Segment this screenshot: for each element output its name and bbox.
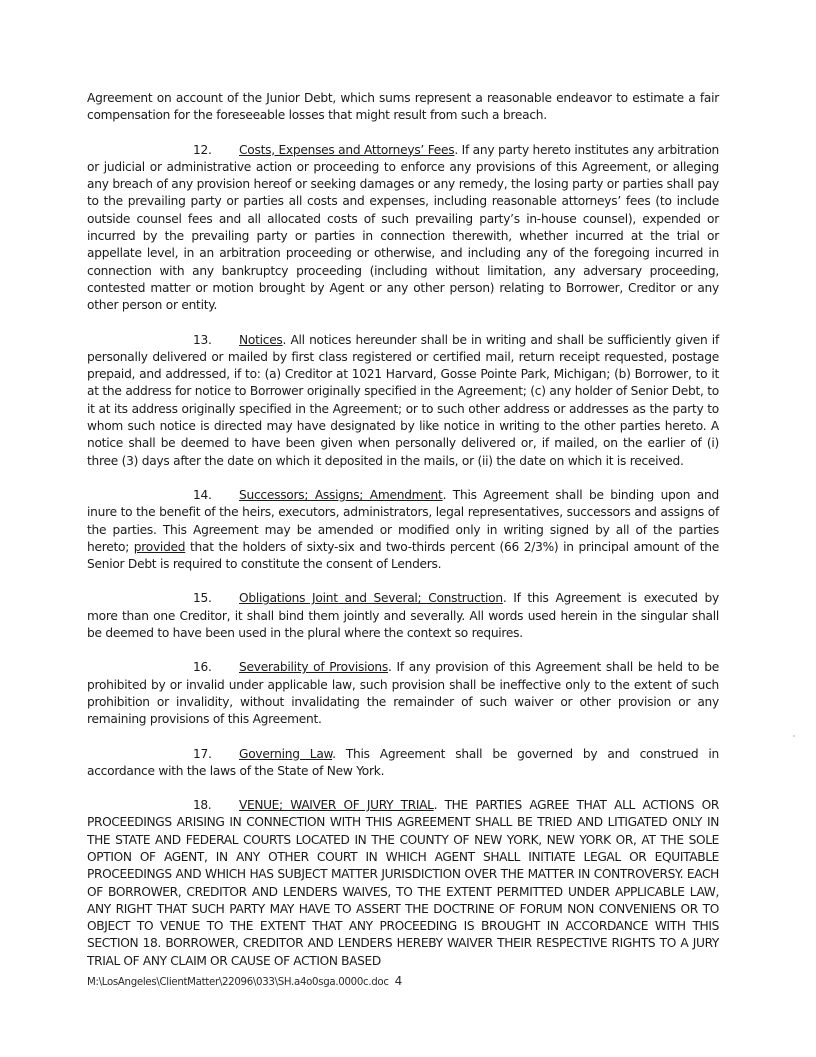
section-number: 18. [193, 798, 212, 813]
section-12 [87, 142, 719, 315]
page-footer [87, 974, 402, 988]
section-18 [87, 797, 719, 970]
section-13 [87, 332, 719, 470]
section-body: . This Agreement shall be governed by and construed in accordance with the laws of the State of New York. [87, 746, 719, 778]
provided-term: provided [133, 539, 186, 554]
scan-artifact [793, 735, 795, 737]
section-number: 16. [193, 660, 212, 675]
section-15 [87, 590, 719, 642]
section-body: . If any party hereto institutes any arbitration or judicial or administrative action or proceeding to enforce any provisions of this Agreement, or alleging any breach of any provision hereof or seeking damages or any remedy, the losing party or parties shall pay to the prevailing party or parties all costs and expenses, including reasonable attorneys’ fees (to include outside counsel fees and all allocated costs of such prevailing party’s in-house counsel), expended or incurred by the prevailing party or parties in connection therewith, whether incurred at the trial or appellate level, in an arbitration proceeding or otherwise, and including any of the foregoing incurred in connection with any bankruptcy proceeding (including without limitation, any adversary proceeding, contested matter or motion brought by Agent or any other person) relating to Borrower, Creditor or any other person or entity. [87, 142, 720, 313]
section-number: 14. [193, 487, 212, 502]
section-body-continued: that the holders of sixty-six and two-thirds percent (66 2/3%) in principal amount of the Senior Debt is required to constitute the consent of Lenders. [87, 539, 719, 572]
section-number: 12. [193, 142, 212, 157]
file-path: M:\LosAngeles\ClientMatter\22096\033\SH.a4o0sga.0000c.doc [87, 977, 389, 988]
section-body: . THE PARTIES AGREE THAT ALL ACTIONS OR PROCEEDINGS ARISING IN CONNECTION WITH THIS AGREEMENT SHALL BE TRIED AND LITIGATED ONLY IN THE STATE AND FEDERAL COURTS LOCATED IN THE COUNTY OF NEW YORK, NEW YORK OR, AT THE SOLE OPTION OF AGENT, IN ANY OTHER COURT IN WHICH AGENT SHALL INITIATE LEGAL OR EQUITABLE PROCEEDINGS AND WHICH HAS SUBJECT MATTER JURISDICTION OVER THE MATTER IN CONTROVERSY. EACH OF BORROWER, CREDITOR AND LENDERS WAIVES, TO THE EXTENT PERMITTED UNDER APPLICABLE LAW, ANY RIGHT THAT SUCH PARTY MAY HAVE TO ASSERT THE DOCTRINE OF FORUM NON CONVENIENS OR TO OBJECT TO VENUE TO THE EXTENT THAT ANY PROCEEDING IS BROUGHT IN ACCORDANCE WITH THIS SECTION 18. BORROWER, CREDITOR AND LENDERS HEREBY WAIVER THEIR RESPECTIVE RIGHTS TO A JURY TRIAL OF ANY CLAIM OR CAUSE OF ACTION BASED [87, 798, 720, 968]
section-number: 15. [193, 591, 212, 606]
section-heading: Obligations Joint and Several; Construction [239, 591, 503, 606]
section-body: . This Agreement shall be binding upon and inure to the benefit of the heirs, executors, administrators, legal representatives, successors and assigns of the parties. This Agreement may be amended or modified only in writing signed by all of the parties hereto; [87, 487, 719, 554]
section-heading: Successors; Assigns; Amendment [239, 487, 443, 502]
page-number: 4 [394, 974, 403, 988]
section-body: . If this Agreement is executed by more than one Creditor, it shall bind them jointly and severally. All words used herein in the singular shall be deemed to have been used in the plural where the context so requires. [87, 591, 719, 641]
section-16 [87, 659, 719, 728]
section-body: . All notices hereunder shall be in writing and shall be sufficiently given if personally delivered or mailed by first class registered or certified mail, return receipt requested, postage prepaid, and addressed, if to: (a) Creditor at 1021 Harvard, Gosse Pointe Park, Michigan; (b) Borrower, to it at the address for notice to Borrower originally specified in the Agreement; (c) any holder of Senior Debt, to it at its address originally specified in the Agreement; or to such other address or addresses as the party to whom such notice is directed may have designated by like notice in writing to the other parties hereto. A notice shall be deemed to have been given when personally delivered or, if mailed, on the earlier of (i) three (3) days after the date on which it deposited in the mails, or (ii) the date on which it is received. [87, 332, 719, 468]
section-body: . If any provision of this Agreement shall be held to be prohibited by or invalid under applicable law, such provision shall be ineffective only to the extent of such prohibition or invalidity, without invalidating the remainder of such waiver or other provision or any remaining provisions of this Agreement. [87, 660, 719, 727]
section-heading: Costs, Expenses and Attorneys’ Fees [239, 142, 455, 157]
section-number: 17. [193, 746, 212, 761]
section-number: 13. [193, 332, 212, 347]
section-14 [87, 487, 719, 573]
opening-paragraph [87, 90, 719, 125]
section-heading: Notices [239, 332, 283, 347]
section-heading: Severability of Provisions [239, 660, 388, 675]
section-17 [87, 746, 719, 781]
document-page [87, 90, 719, 987]
section-heading: VENUE; WAIVER OF JURY TRIAL [239, 798, 434, 813]
section-heading: Governing Law [239, 746, 333, 761]
opening-text: Agreement on account of the Junior Debt, which sums represent a reasonable endeavor to estimate a fair compensation for the foreseeable losses that might result from such a breach. [87, 91, 719, 123]
